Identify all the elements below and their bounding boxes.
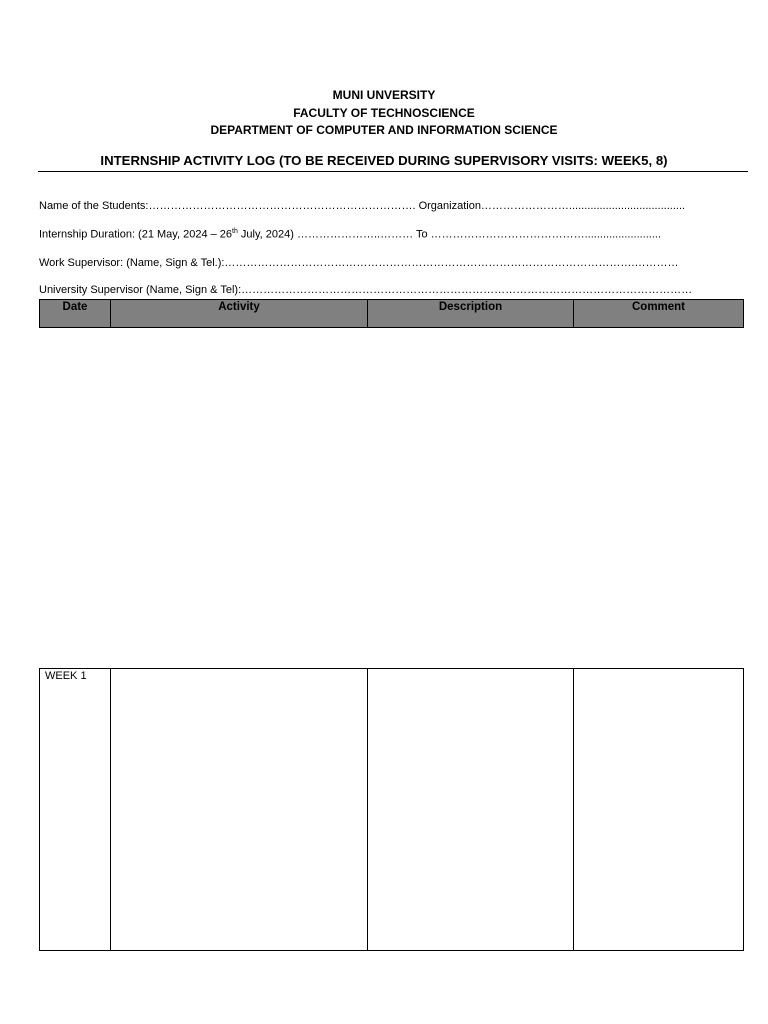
duration-end-text: July, 2024) …………………..……… To ……………………………………......................... [237,228,662,241]
column-comment: Comment [574,300,744,328]
column-description: Description [368,300,574,328]
university-name: MUNI UNVERSITY [332,88,436,102]
department-name: DEPARTMENT OF COMPUTER AND INFORMATION SCIENCE [210,123,558,137]
activity-log-header [39,299,744,328]
university-supervisor-line: University Supervisor (Name, Sign & Tel):…………………………………………………………………………………………………………… [39,284,693,296]
students-organization-line: Name of the Students:………………………………………………………………. Organization……………………...................................... [39,200,686,212]
internship-duration-line [39,228,661,241]
duration-start-text: Internship Duration: (21 May, 2024 – 26 [39,228,233,241]
activity-log-table [39,668,744,951]
description-cell[interactable] [368,669,574,951]
activity-cell[interactable] [111,669,368,951]
column-activity: Activity [111,300,368,328]
faculty-name: FACULTY OF TECHNOSCIENCE [293,106,475,120]
document-title: INTERNSHIP ACTIVITY LOG (TO BE RECEIVED DURING SUPERVISORY VISITS: WEEK5, 8) [100,153,668,168]
table-row [40,669,744,951]
comment-cell[interactable] [574,669,744,951]
work-supervisor-line: Work Supervisor: (Name, Sign & Tel.):………………………………………………………………………………………………….………… [39,257,679,269]
title-divider [38,171,748,172]
column-date: Date [40,300,111,328]
duration-ordinal: th [232,228,238,235]
week-cell[interactable]: WEEK 1 [40,669,111,951]
